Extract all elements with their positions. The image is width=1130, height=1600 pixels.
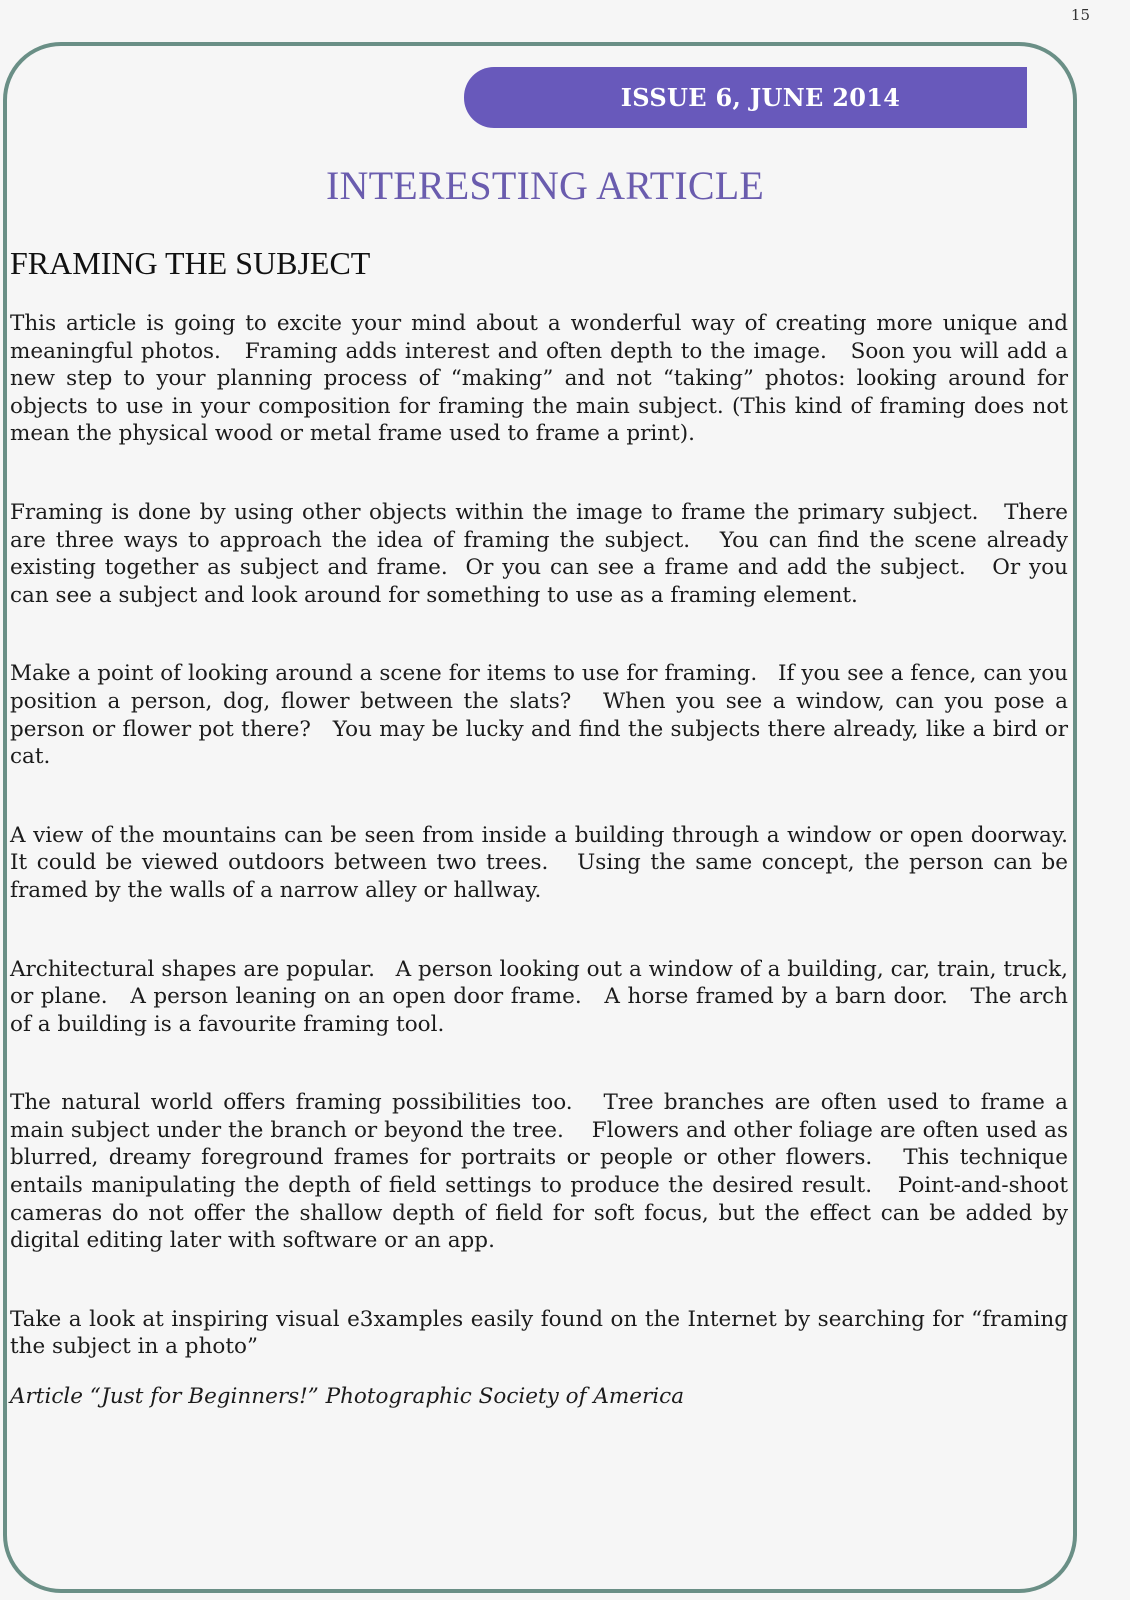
article-heading: FRAMING THE SUBJECT bbox=[10, 245, 371, 281]
article-body bbox=[10, 310, 1075, 1462]
article-paragraph: This article is going to excite your mind about a wonderful way of creating more unique and meaningful photos. Framing adds interest and often depth to the image. Soon you will add a new step to your planning process of “making” and not “taking” photos: looking around for objects to use in your composition for framing the main subject. (This kind of framing does not mean the physical wood or metal frame used to frame a print). bbox=[10, 311, 1075, 447]
issue-banner: ISSUE 6, JUNE 2014 bbox=[464, 67, 1027, 128]
article-paragraph: Take a look at inspiring visual e3xamples easily found on the Internet by searching for “framing the subject in a photo” bbox=[10, 1306, 1075, 1360]
page-number: 15 bbox=[1070, 6, 1090, 24]
section-title: INTERESTING ARTICLE bbox=[325, 163, 765, 208]
article-paragraph: Architectural shapes are popular. A person looking out a window of a building, car, train, truck, or plane. A person leaning on an open door frame. A horse framed by a barn door. The arch of a building is a favourite framing tool. bbox=[10, 956, 1075, 1037]
article-paragraph: Framing is done by using other objects within the image to frame the primary subject. There are three ways to approach the idea of framing the subject. You can find the scene already existing together as subject and frame. Or you can see a frame and add the subject. Or you can see a subject and look around for something to use as a framing element. bbox=[10, 499, 1075, 608]
article-paragraph: Make a point of looking around a scene for items to use for framing. If you see a fence, can you position a person, dog, flower between the slats? When you see a window, can you pose a person or flower pot there? You may be lucky and find the subjects there already, like a bird or cat. bbox=[10, 661, 1075, 770]
article-paragraph: The natural world offers framing possibilities too. Tree branches are often used to frame a main subject under the branch or beyond the tree. Flowers and other foliage are often used as blurred, dreamy foreground frames for portraits or people or other flowers. This technique entails manipulating the depth of field settings to produce the desired result. Point-and-shoot cameras do not offer the shallow depth of field for soft focus, but the effect can be added by digital editing later with software or an app. bbox=[10, 1090, 1075, 1254]
article-paragraph: A view of the mountains can be seen from inside a building through a window or open doorway. It could be viewed outdoors between two trees. Using the same concept, the person can be framed by the walls of a narrow alley or hallway. bbox=[10, 822, 1075, 903]
article-attribution: Article “Just for Beginners!” Photographic Society of America bbox=[10, 1384, 685, 1410]
